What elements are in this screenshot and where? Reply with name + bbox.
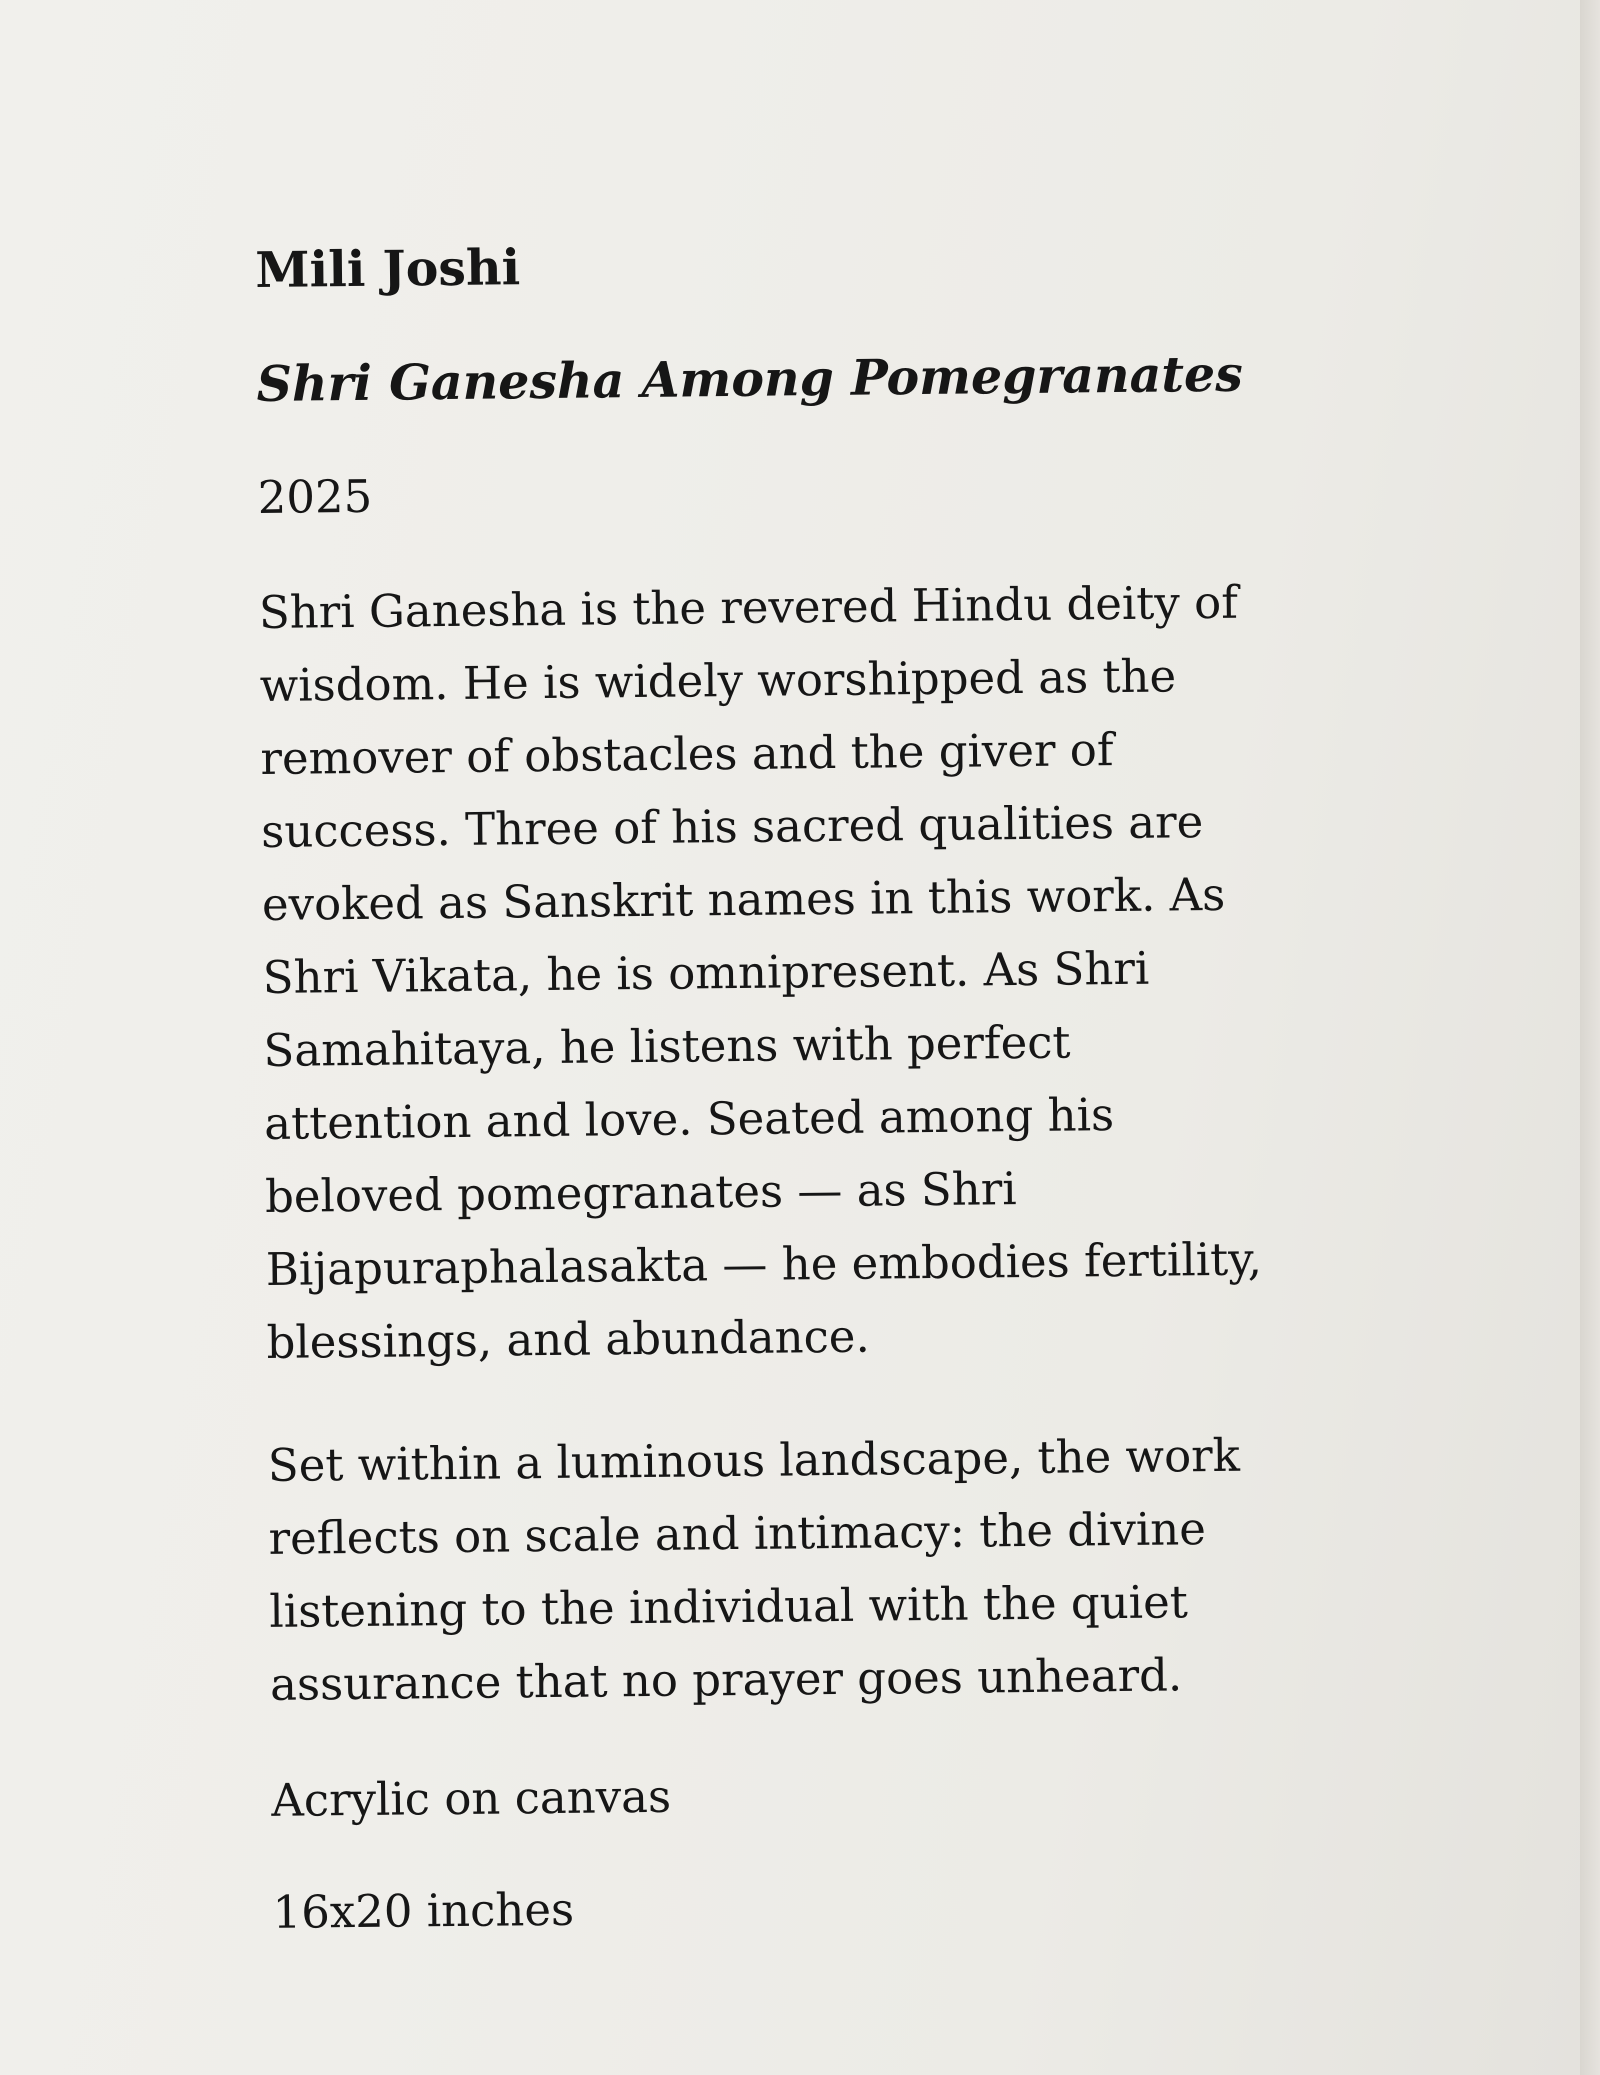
paragraph-line: Bijapuraphalasakta — he embodies fertility, [265, 1232, 1263, 1296]
paragraph-line: blessings, and abundance. [266, 1309, 870, 1369]
paragraph-line: Shri Vikata, he is omnipresent. As Shri [262, 941, 1150, 1004]
paragraph-line: evoked as Sanskrit names in this work. As [261, 867, 1226, 931]
description-paragraph-1 [259, 564, 1367, 1378]
paragraph-line: wisdom. He is widely worshipped as the [259, 649, 1177, 712]
artwork-title: Shri Ganesha Among Pomegranates [256, 344, 1244, 413]
paragraph-line: Set within a luminous landscape, the work [267, 1428, 1241, 1492]
paragraph-line: attention and love. Seated among his [263, 1088, 1115, 1150]
paragraph-line: Samahitaya, he listens with perfect [263, 1015, 1071, 1077]
paragraph-line: remover of obstacles and the giver of [260, 723, 1114, 785]
paragraph-line: assurance that no prayer goes unheard. [269, 1648, 1183, 1711]
artwork-dimensions: 16x20 inches [272, 1882, 575, 1939]
wall-label-text [255, 226, 1373, 1994]
paragraph-line: listening to the individual with the quiet [269, 1575, 1189, 1638]
background-wall-edge [1580, 0, 1600, 2075]
paragraph-line: success. Three of his sacred qualities are [260, 795, 1204, 858]
artwork-medium: Acrylic on canvas [271, 1769, 672, 1827]
description-paragraph-2 [267, 1417, 1370, 1721]
artist-name: Mili Joshi [255, 238, 521, 299]
paragraph-line: reflects on scale and intimacy: the divine [268, 1502, 1207, 1565]
paragraph-line: Shri Ganesha is the revered Hindu deity of [258, 575, 1239, 639]
paragraph-line: beloved pomegranates — as Shri [264, 1162, 1017, 1223]
artwork-year: 2025 [257, 469, 373, 524]
